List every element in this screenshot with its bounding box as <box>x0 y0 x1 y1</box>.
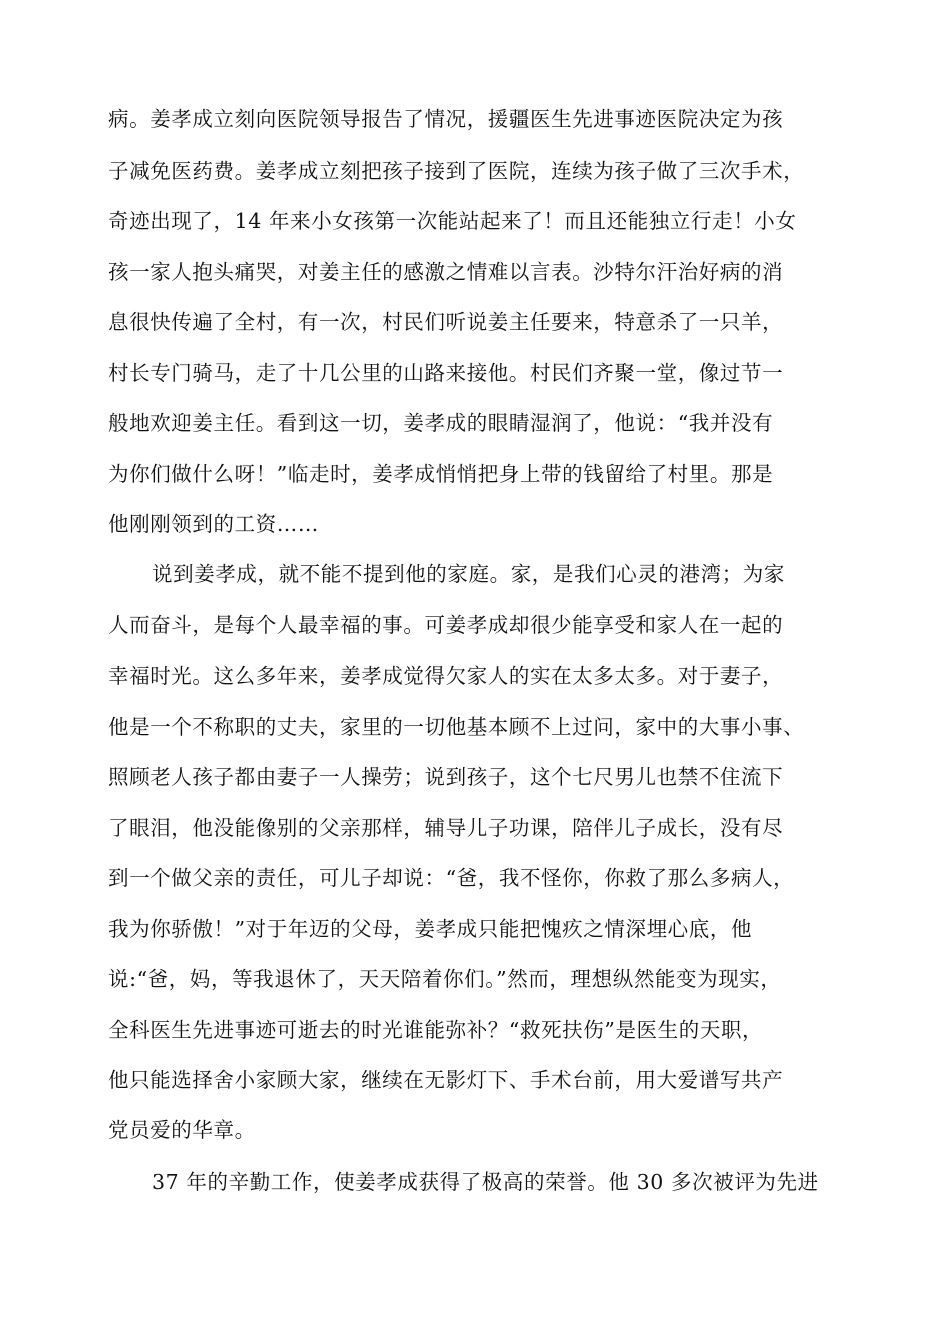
paragraph-line: 我为你骄傲！”对于年迈的父母，姜孝成只能把愧疚之情深埋心底，他 <box>108 917 753 941</box>
paragraph-line: 人而奋斗，是每个人最幸福的事。可姜孝成却很少能享受和家人在一起的 <box>108 613 784 637</box>
paragraph-line: 说:“爸，妈，等我退休了，天天陪着你们。”然而，理想纵然能变为现实， <box>108 967 782 991</box>
paragraph-line: 般地欢迎姜主任。看到这一切，姜孝成的眼睛湿润了，他说：“我并没有 <box>108 411 774 435</box>
paragraph-line: 到一个做父亲的责任，可儿子却说：“爸，我不怪你，你救了那么多病人， <box>108 866 795 890</box>
paragraph-line: 为你们做什么呀！”临走时，姜孝成悄悄把身上带的钱留给了村里。那是 <box>108 462 774 486</box>
paragraph-line: 子减免医药费。姜孝成立刻把孩子接到了医院，连续为孩子做了三次手术， <box>108 159 805 183</box>
paragraph-line: 息很快传遍了全村，有一次，村民们听说姜主任要来，特意杀了一只羊， <box>108 310 784 334</box>
paragraph-line: 全科医生先进事迹可逝去的时光谁能弥补？“救死扶伤”是医生的天职， <box>108 1018 764 1042</box>
paragraph-line: 照顾老人孩子都由妻子一人操劳；说到孩子，这个七尺男儿也禁不住流下 <box>108 765 784 789</box>
paragraph-line: 村长专门骑马，走了十几公里的山路来接他。村民们齐聚一堂，像过节一 <box>108 361 784 385</box>
paragraph-line: 了眼泪，他没能像别的父亲那样，辅导儿子功课，陪伴儿子成长，没有尽 <box>108 816 784 840</box>
paragraph-line: 他只能选择舍小家顾大家，继续在无影灯下、手术台前，用大爱谱写共产 <box>108 1068 784 1092</box>
paragraph-line: 他刚刚领到的工资…… <box>108 512 319 536</box>
paragraph-line: 他是一个不称职的丈夫，家里的一切他基本顾不上过问，家中的大事小事、 <box>108 715 805 739</box>
paragraph-line: 党员爱的华章。 <box>108 1118 256 1142</box>
paragraph-line: 孩一家人抱头痛哭，对姜主任的感激之情难以言表。沙特尔汗治好病的消 <box>108 260 784 284</box>
paragraph-line: 幸福时光。这么多年来，姜孝成觉得欠家人的实在太多太多。对于妻子， <box>108 664 784 688</box>
paragraph-line: 奇迹出现了，14 年来小女孩第一次能站起来了！而且还能独立行走！小女 <box>108 209 797 233</box>
paragraph-line: 说到姜孝成，就不能不提到他的家庭。家，是我们心灵的港湾；为家 <box>152 562 785 586</box>
paragraph-line: 病。姜孝成立刻向医院领导报告了情况，援疆医生先进事迹医院决定为孩 <box>108 107 784 131</box>
paragraph-line: 37 年的辛勤工作，使姜孝成获得了极高的荣誉。他 30 多次被评为先进 <box>152 1170 819 1194</box>
